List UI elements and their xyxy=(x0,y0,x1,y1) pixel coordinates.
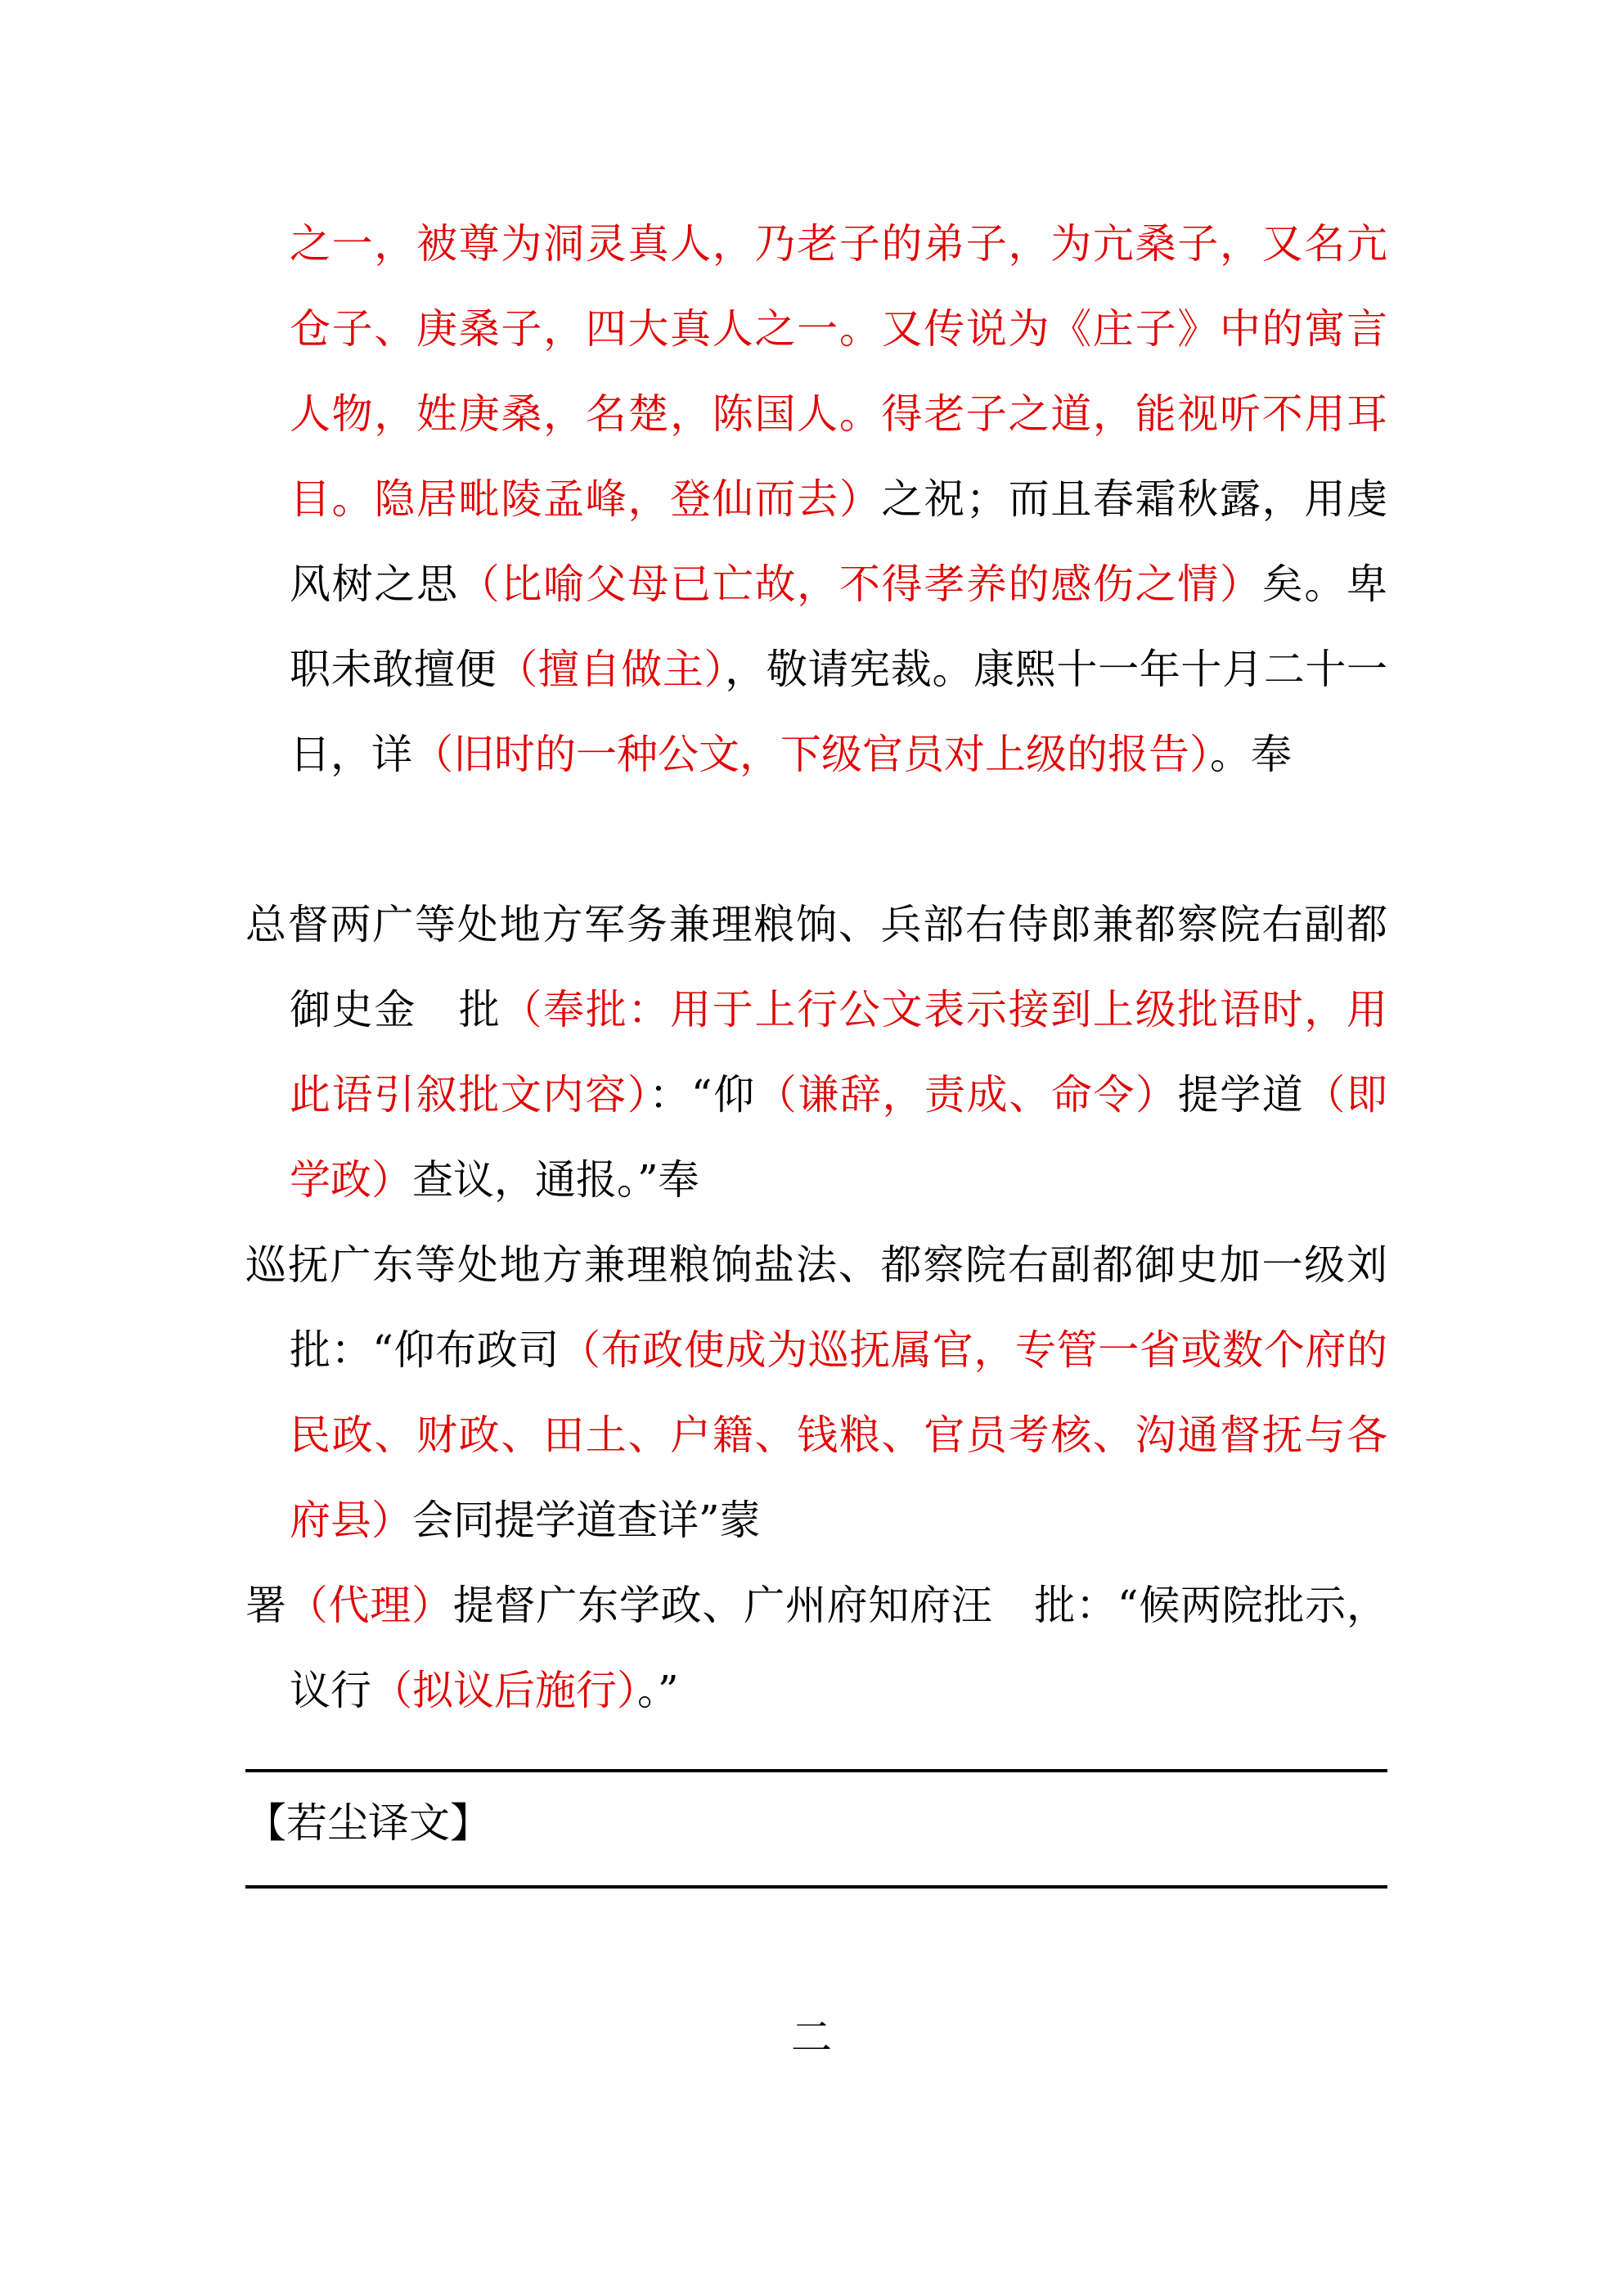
annotation-text: （擅自做主） xyxy=(497,646,726,693)
page-number: 二 xyxy=(791,2014,832,2061)
annotation-text: （旧时的一种公文，下级官员对上级的报告） xyxy=(412,731,1210,778)
annotation-text: （拟议后施行） xyxy=(371,1667,637,1714)
annotation-text: 之一，被尊为洞灵真人，乃老子的弟子，为亢桑子，又名亢仓子、庚桑子，四大真人之一。又传说为《庄子》中的寓言人物，姓庚桑，名楚，陈国人。得老子之道，能视听不用耳目。隐居毗陵孟峰，登仙而去） xyxy=(290,220,1387,523)
annotation-text: （比喻父母已亡故，不得孝养的感伤之情） xyxy=(458,560,1262,608)
top-divider xyxy=(245,1769,1387,1772)
body-text: “仰布政司 xyxy=(372,1326,560,1374)
body-text: 。” xyxy=(637,1667,679,1714)
annotation-text: （代理） xyxy=(286,1582,453,1629)
annotation-text: （布政使成为巡抚属官，专管一省或数个府的民政、财政、田土、户籍、钱粮、官员考核、沟通督抚与各府县） xyxy=(290,1326,1388,1544)
shu-paragraph xyxy=(245,1563,1387,1733)
body-text: 矣。卑职未敢擅便 xyxy=(290,560,1388,693)
section-label: 【若尘译文】 xyxy=(245,1799,491,1847)
annotation-text: （即学政） xyxy=(290,1071,1387,1204)
body-text: 查议，通报。”奉 xyxy=(412,1156,699,1204)
annotation-text: （奉批：用于上行公文表示接到上级批语时，用此语引叙批文内容） xyxy=(290,986,1388,1119)
body-text: 署 xyxy=(245,1582,287,1629)
body-text: ，敬请宪裁。康熙十一年十月二十一日，详 xyxy=(290,646,1388,778)
body-text: 会同提学道查详”蒙 xyxy=(412,1497,761,1544)
body-text: 之祝；而且春霜秋露，用虔风树之思 xyxy=(290,475,1388,608)
body-text: 。奉 xyxy=(1210,731,1292,778)
body-text: 总督两广等处地方军务兼理粮饷、兵部右侍郎兼都察院右副都御史金 批 xyxy=(245,901,1387,1033)
body-text: 巡抚广东等处地方兼理粮饷盐法、都察院右副都御史加一级刘 批： xyxy=(245,1241,1428,1374)
body-text: “候两院批示，议行 xyxy=(290,1582,1388,1714)
annotation-text: （谦辞，责成、命令） xyxy=(755,1071,1178,1119)
body-text: 提学道 xyxy=(1177,1071,1305,1119)
governor-paragraph xyxy=(245,882,1387,1222)
body-text: 提督广东学政、广州府知府汪 批： xyxy=(452,1582,1117,1629)
xunfu-paragraph xyxy=(245,1222,1428,1563)
bottom-divider xyxy=(245,1885,1387,1889)
body-text: ：“仰 xyxy=(649,1071,756,1119)
continuation-paragraph xyxy=(290,201,1387,797)
